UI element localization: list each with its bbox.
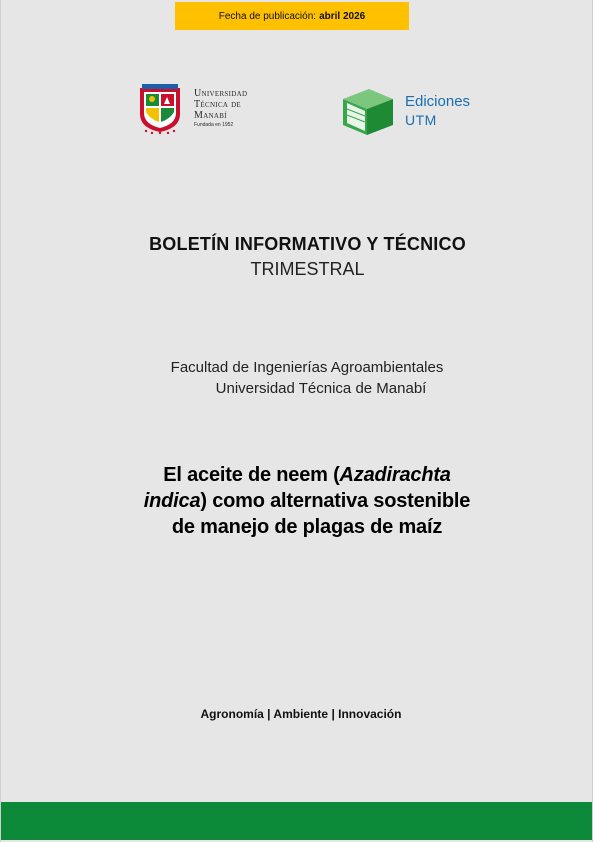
species-epithet: indica	[143, 490, 201, 512]
publication-date-label: Fecha de publicación:	[218, 10, 317, 22]
institution-block	[1, 357, 593, 399]
publication-date-banner	[175, 2, 409, 30]
university-name-line1: Universidad	[194, 88, 248, 99]
university-founded: Fundada en 1952	[194, 122, 234, 128]
faculty-name: Facultad de Ingenierías Agroambientales	[170, 359, 444, 376]
university-wordmark	[194, 88, 247, 130]
bulletin-frequency: TRIMESTRAL	[250, 259, 365, 279]
article-title-line2: indica) como alternativa sostenible	[143, 490, 471, 512]
keywords-line: Agronomía | Ambiente | Innovación	[200, 707, 402, 721]
book-cube-icon	[339, 85, 397, 137]
publisher-wordmark	[405, 92, 470, 130]
university-name-line2: Técnica de	[194, 99, 241, 110]
publisher-name: Ediciones	[405, 93, 471, 110]
bulletin-title: BOLETÍN INFORMATIVO Y TÉCNICO	[149, 234, 466, 254]
publisher-abbr: UTM	[405, 112, 437, 128]
article-title-line3: de manejo de plagas de maíz	[171, 516, 443, 538]
publication-date-value: abril 2026	[319, 10, 366, 22]
publisher-logo	[339, 85, 470, 137]
university-logo	[136, 84, 247, 134]
university-shield-icon	[136, 84, 184, 134]
article-title	[1, 462, 593, 540]
bulletin-title-block	[1, 234, 593, 280]
university-name: Universidad Técnica de Manabí	[215, 380, 427, 397]
footer-bar	[1, 802, 593, 840]
article-title-line1: El aceite de neem (Azadirachta	[163, 464, 451, 486]
university-name-line3: Manabí	[194, 110, 227, 121]
species-genus: Azadirachta	[339, 464, 451, 486]
